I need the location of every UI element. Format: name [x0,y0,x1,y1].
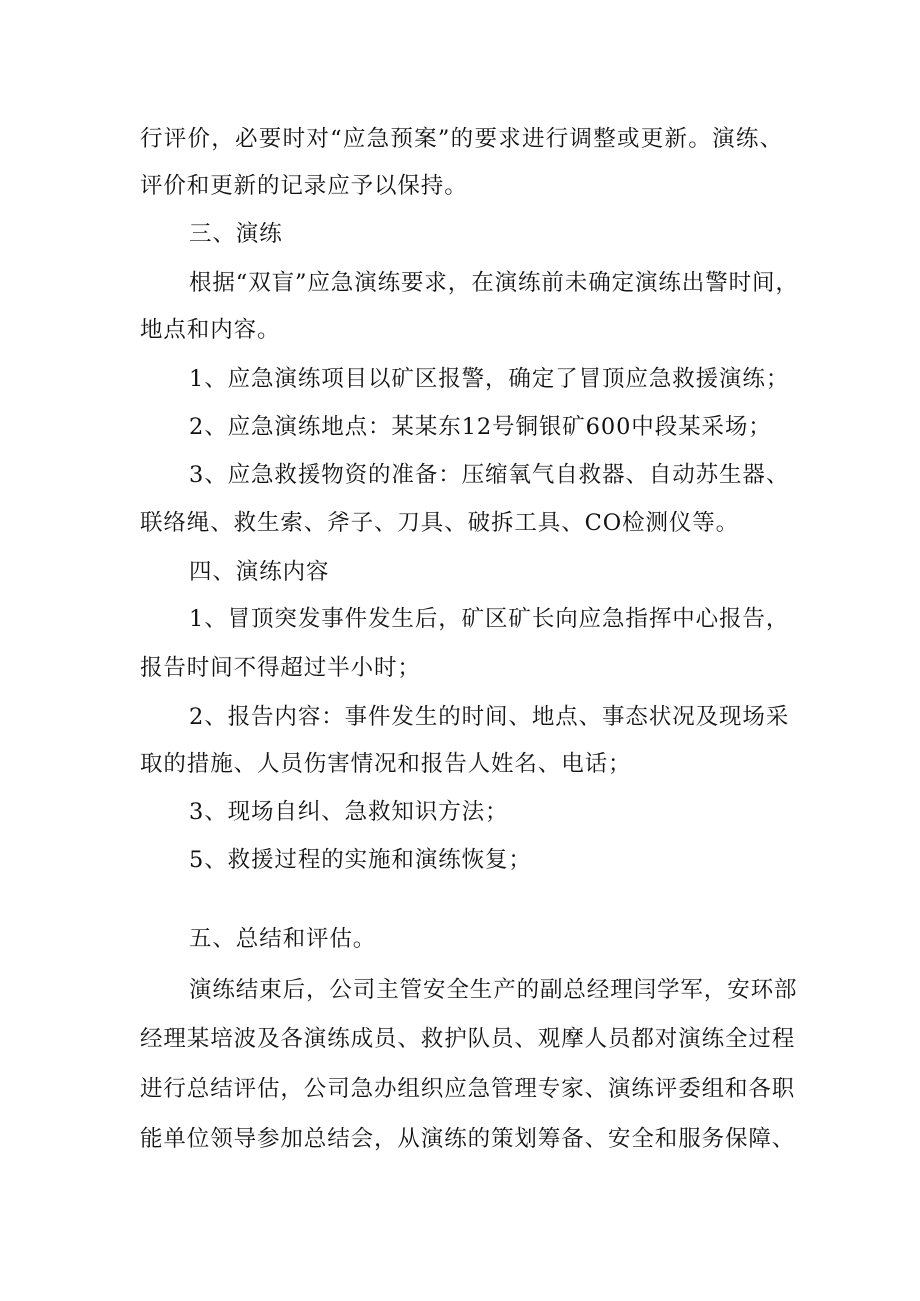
list-item: 1、冒顶突发事件发生后，矿区矿长向应急指挥中心报告， [189,606,790,632]
paragraph-line: 联络绳、救生索、斧子、刀具、破拆工具、CO检测仪等。 [140,510,740,536]
list-item: 2、应急演练地点：某某东12号铜银矿600中段某采场； [189,414,772,440]
list-item: 5、救援过程的实施和演练恢复； [189,847,532,873]
paragraph-line: 根据“双盲”应急演练要求，在演练前未确定演练出警时间， [189,270,799,296]
paragraph-line: 取的措施、人员伤害情况和报告人姓名、电话； [140,751,632,777]
paragraph-line: 经理某培波及各演练成员、救护队员、观摩人员都对演练全过程 [140,1026,796,1052]
section-heading: 四、演练内容 [189,559,330,585]
paragraph-line: 进行总结评估，公司急办组织应急管理专家、演练评委组和各职 [140,1076,796,1102]
list-item: 1、应急演练项目以矿区报警，确定了冒顶应急救援演练； [189,366,790,392]
list-item: 3、应急救援物资的准备：压缩氧气自救器、自动苏生器、 [189,462,790,488]
section-heading: 五、总结和评估。 [189,926,377,952]
paragraph-line: 地点和内容。 [140,317,281,343]
paragraph-line: 能单位领导参加总结会，从演练的策划筹备、安全和服务保障、 [140,1126,796,1152]
paragraph-line: 评价和更新的记录应予以保持。 [140,173,468,199]
paragraph-line: 报告时间不得超过半小时； [140,655,421,681]
paragraph-line: 演练结束后，公司主管安全生产的副总经理闫学军，安环部 [189,977,798,1003]
list-item: 3、现场自纠、急救知识方法； [189,799,509,825]
list-item: 2、报告内容：事件发生的时间、地点、事态状况及现场采 [189,704,790,730]
paragraph-line: 行评价，必要时对“应急预案”的要求进行调整或更新。演练、 [140,126,783,152]
section-heading: 三、演练 [189,221,283,247]
